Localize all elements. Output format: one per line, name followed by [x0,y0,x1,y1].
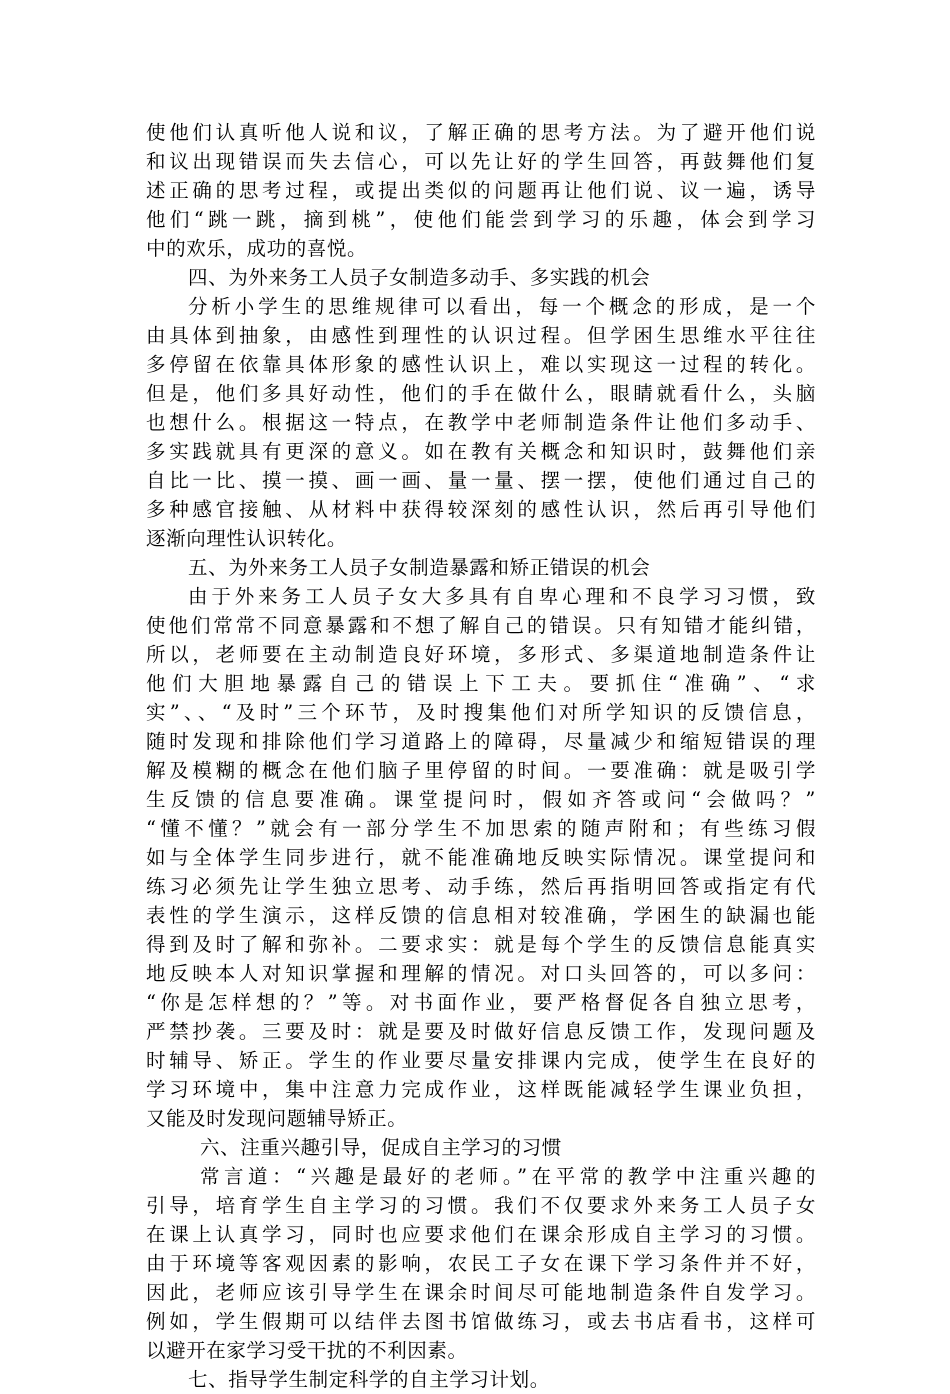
text-line: 因此，老师应该引导学生在课余时间尽可能地制造条件自发学习。 [146,1281,816,1304]
text-line: 时辅导、矫正。学生的作业要尽量安排课内完成，使学生在良好的 [146,1049,816,1072]
text-line: 得到及时了解和弥补。二要求实：就是每个学生的反馈信息能真实 [146,933,816,956]
text-line: 六、注重兴趣引导，促成自主学习的习惯 [200,1136,562,1159]
text-line: 使他们认真听他人说和议，了解正确的思考方法。为了避开他们说 [146,121,816,144]
text-line: 多实践就具有更深的意义。如在教有关概念和知识时，鼓舞他们亲 [146,440,816,463]
text-line: 他们大胆地暴露自己的错误上下工夫。要抓住“准确”、“求 [146,672,816,695]
text-line: 四、为外来务工人员子女制造多动手、多实践的机会 [188,266,651,289]
text-line: 使他们常常不同意暴露和不想了解自己的错误。只有知错才能纠错， [146,614,816,637]
text-line: 分析小学生的思维规律可以看出，每一个概念的形成，是一个 [188,295,816,318]
text-line: 以避开在家学习受干扰的不利因素。 [146,1339,468,1362]
text-line: 表性的学生演示，这样反馈的信息相对较准确，学困生的缺漏也能 [146,904,816,927]
text-line: 五、为外来务工人员子女制造暴露和矫正错误的机会 [188,556,651,579]
text-line: 地反映本人对知识掌握和理解的情况。对口头回答的，可以多问： [146,962,816,985]
text-line: 严禁抄袭。三要及时：就是要及时做好信息反馈工作，发现问题及 [146,1020,816,1043]
text-line: 如与全体学生同步进行，就不能准确地反映实际情况。课堂提问和 [146,846,816,869]
text-line: 又能及时发现问题辅导矫正。 [146,1107,408,1130]
text-line: 在课上认真学习，同时也应要求他们在课余形成自主学习的习惯。 [146,1223,816,1246]
text-line: 他们“跳一跳，摘到桃”，使他们能尝到学习的乐趣，体会到学习 [146,208,816,231]
text-line: 多种感官接触、从材料中获得较深刻的感性认识，然后再引导他们 [146,498,816,521]
text-line: 常言道：“兴趣是最好的老师。”在平常的教学中注重兴趣的 [200,1165,816,1188]
text-line: 引导，培育学生自主学习的习惯。我们不仅要求外来务工人员子女 [146,1194,816,1217]
text-line: 但是，他们多具好动性，他们的手在做什么，眼睛就看什么，头脑 [146,382,816,405]
text-line: 中的欢乐，成功的喜悦。 [146,237,368,260]
document-body [146,118,816,1394]
text-line: 由于环境等客观因素的影响，农民工子女在课下学习条件并不好， [146,1252,816,1275]
text-line: 自比一比、摸一摸、画一画、量一量、摆一摆，使他们通过自己的 [146,469,816,492]
text-line: 由于外来务工人员子女大多具有自卑心理和不良学习习惯，致 [188,585,816,608]
text-line: “懂不懂？”就会有一部分学生不加思索的随声附和；有些练习假 [146,817,816,840]
text-line: 由具体到抽象，由感性到理性的认识过程。但学困生思维水平往往 [146,324,816,347]
text-line: 随时发现和排除他们学习道路上的障碍，尽量减少和缩短错误的理 [146,730,816,753]
text-line: 也想什么。根据这一特点，在教学中老师制造条件让他们多动手、 [146,411,816,434]
text-line: 例如，学生假期可以结伴去图书馆做练习，或去书店看书，这样可 [146,1310,816,1333]
text-line: 实”、、“及时”三个环节，及时搜集他们对所学知识的反馈信息， [146,701,816,724]
text-line: 练习必须先让学生独立思考、动手练，然后再指明回答或指定有代 [146,875,816,898]
text-line: 学习环境中，集中注意力完成作业，这样既能减轻学生课业负担， [146,1078,816,1101]
text-line: 生反馈的信息要准确。课堂提问时，假如齐答或问“会做吗？” [146,788,816,811]
text-line: 和议出现错误而失去信心，可以先让好的学生回答，再鼓舞他们复 [146,150,816,173]
text-line: 解及模糊的概念在他们脑子里停留的时间。一要准确：就是吸引学 [146,759,816,782]
text-line: “你是怎样想的？”等。对书面作业，要严格督促各自独立思考， [146,991,816,1014]
text-line: 逐渐向理性认识转化。 [146,527,348,550]
text-line: 多停留在依靠具体形象的感性认识上，难以实现这一过程的转化。 [146,353,816,376]
text-line: 述正确的思考过程，或提出类似的问题再让他们说、议一遍，诱导 [146,179,816,202]
text-line: 七、指导学生制定科学的自主学习计划。 [188,1368,550,1391]
text-line: 所以，老师要在主动制造良好环境，多形式、多渠道地制造条件让 [146,643,816,666]
